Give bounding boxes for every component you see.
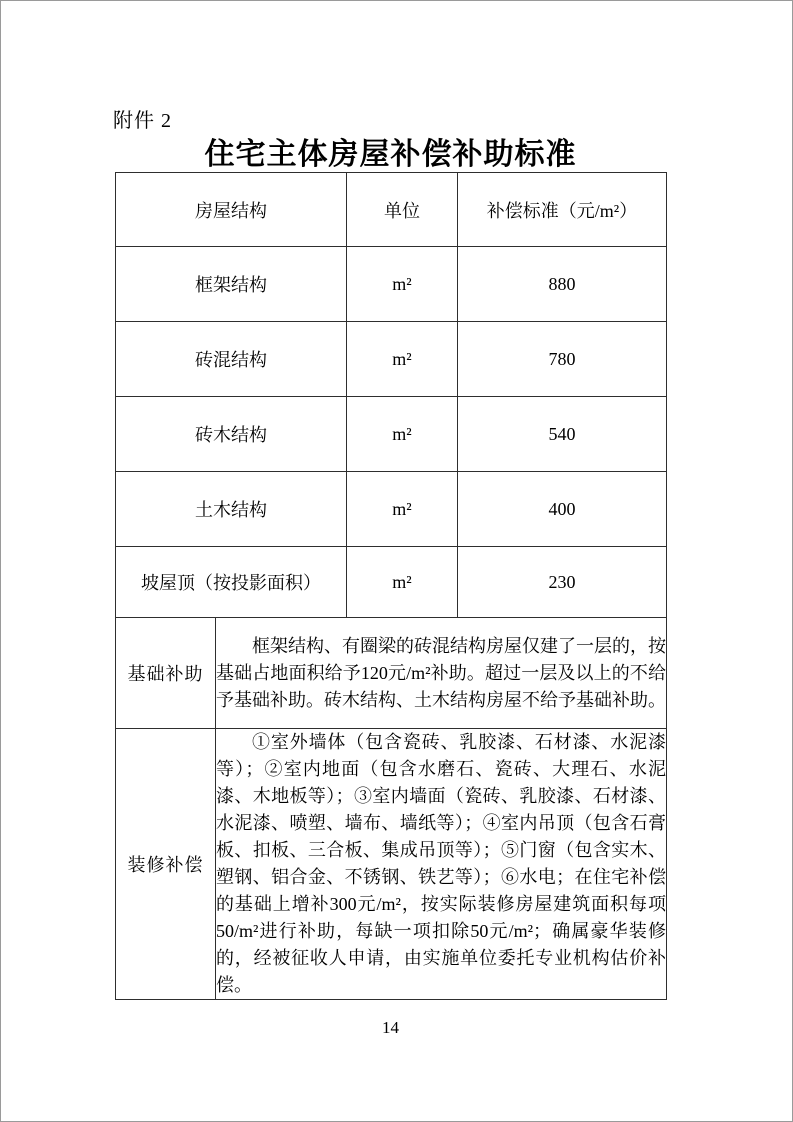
table-header-row xyxy=(116,173,667,247)
table-row xyxy=(116,547,667,618)
value-cell: 780 xyxy=(458,322,667,397)
value-cell: 400 xyxy=(458,472,667,547)
structure-cell: 坡屋顶（按投影面积） xyxy=(116,547,347,618)
unit-cell: m² xyxy=(347,472,458,547)
note-text xyxy=(216,618,667,729)
note-paragraph: 框架结构、有圈梁的砖混结构房屋仅建了一层的，按基础占地面积给予120元/m²补助。超过一层及以上的不给予基础补助。砖木结构、土木结构房屋不给予基础补助。 xyxy=(216,635,666,710)
note-label: 基础补助 xyxy=(116,618,216,729)
note-row-decoration-compensation xyxy=(116,729,667,1000)
column-header-unit: 单位 xyxy=(347,173,458,247)
note-text xyxy=(216,729,667,1000)
unit-cell: m² xyxy=(347,247,458,322)
value-cell: 230 xyxy=(458,547,667,618)
note-label: 装修补偿 xyxy=(116,729,216,1000)
note-row-foundation-subsidy xyxy=(116,618,667,729)
table-row xyxy=(116,397,667,472)
structure-cell: 土木结构 xyxy=(116,472,347,547)
structure-cell: 框架结构 xyxy=(116,247,347,322)
structure-cell: 砖混结构 xyxy=(116,322,347,397)
table-row xyxy=(116,322,667,397)
compensation-table xyxy=(115,172,667,1000)
table-row xyxy=(116,472,667,547)
structure-cell: 砖木结构 xyxy=(116,397,347,472)
value-cell: 880 xyxy=(458,247,667,322)
note-paragraph: ①室外墙体（包含瓷砖、乳胶漆、石材漆、水泥漆等）；②室内地面（包含水磨石、瓷砖、大理石、水泥漆、木地板等）；③室内墙面（瓷砖、乳胶漆、石材漆、水泥漆、喷塑、墙布、墙纸等）；④室内吊顶（包含石膏板、扣板、三合板、集成吊顶等）；⑤门窗（包含实木、塑钢、铝合金、不锈钢、铁艺等）；⑥水电；在住宅补偿的基础上增补300元/m²，按实际装修房屋建筑面积每项50/m²进行补助，每缺一项扣除50元/m²；确属豪华装修的，经被征收人申请，由实施单位委托专业机构估价补偿。 xyxy=(216,732,666,995)
column-header-structure: 房屋结构 xyxy=(116,173,347,247)
page-title: 住宅主体房屋补偿补助标准 xyxy=(204,138,577,171)
page-number: 14 xyxy=(382,1018,399,1037)
column-header-standard: 补偿标准（元/m²） xyxy=(458,173,667,247)
unit-cell: m² xyxy=(347,322,458,397)
unit-cell: m² xyxy=(347,397,458,472)
value-cell: 540 xyxy=(458,397,667,472)
unit-cell: m² xyxy=(347,547,458,618)
attachment-label: 附件 2 xyxy=(113,110,172,132)
table-row xyxy=(116,247,667,322)
